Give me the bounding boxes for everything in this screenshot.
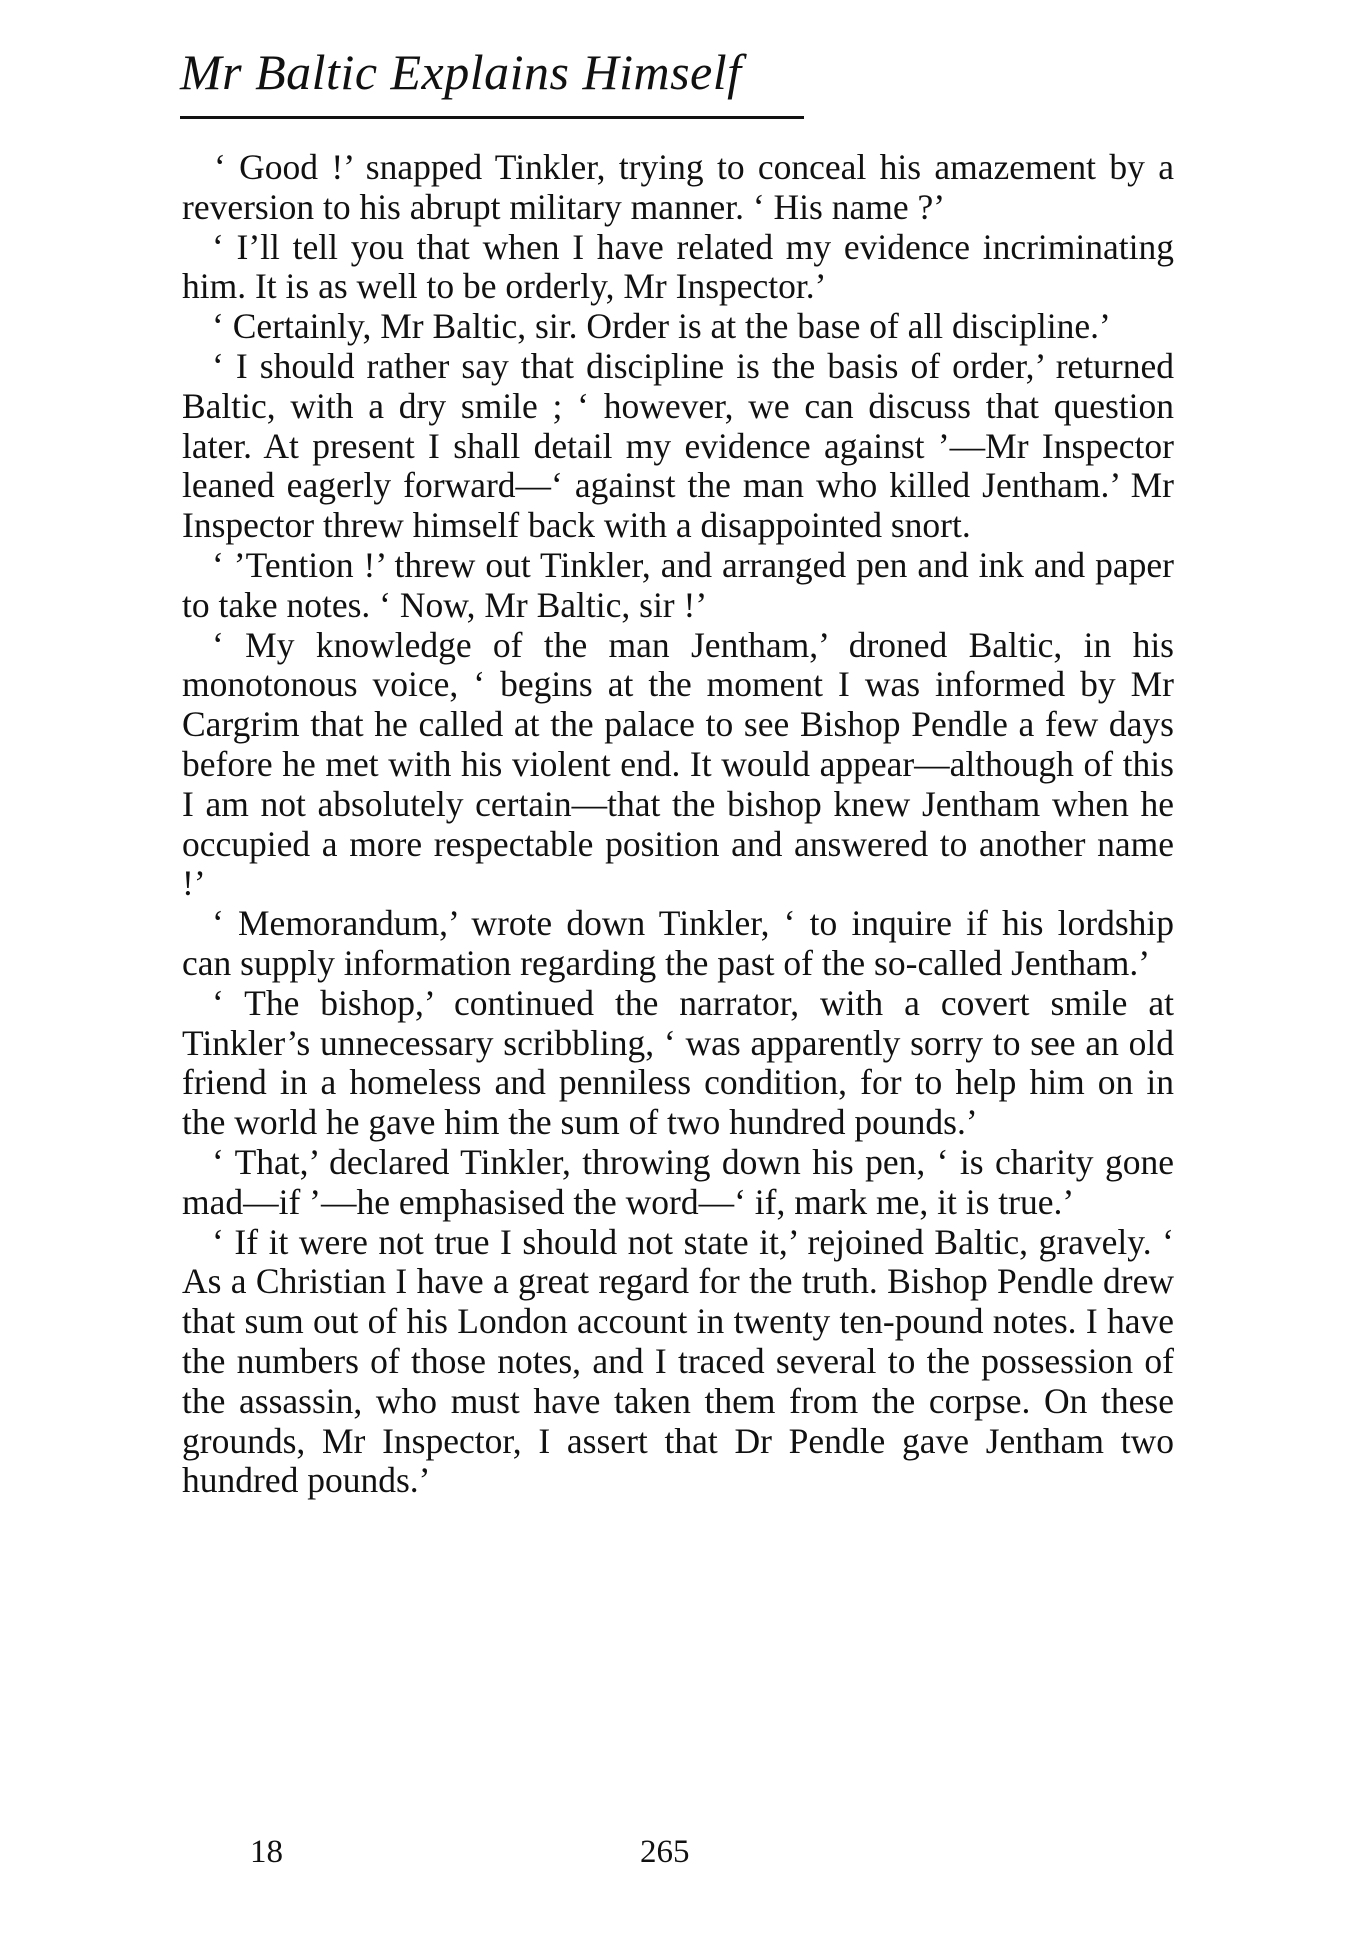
paragraph: ‘ Memorandum,’ wrote down Tinkler, ‘ to inquire if his lordship can supply information regarding the past of the so-called Jentham.’ xyxy=(182,903,1174,983)
page-number: 265 xyxy=(640,1834,690,1870)
paragraph: ‘ Good !’ snapped Tinkler, trying to conceal his amazement by a reversion to his abrupt military manner. ‘ His name ?’ xyxy=(182,147,1174,227)
head-rule xyxy=(180,116,804,119)
paragraph: ‘ I’ll tell you that when I have related my evidence incriminating him. It is as well to be orderly, Mr Inspector.’ xyxy=(182,226,1174,307)
paragraph: ‘ ’Tention !’ threw out Tinkler, and arranged pen and ink and paper to take notes. ‘ Now, Mr Baltic, sir !’ xyxy=(182,544,1174,625)
paragraph: ‘ That,’ declared Tinkler, throwing down his pen, ‘ is charity gone mad—if ’—he emphasised the word—‘ if, mark me, it is true.’ xyxy=(182,1141,1174,1222)
body-text xyxy=(182,148,1174,1501)
paragraph: ‘ Certainly, Mr Baltic, sir. Order is at the base of all discipline.’ xyxy=(212,306,1111,347)
paragraph: ‘ The bishop,’ continued the narrator, with a covert smile at Tinkler’s unnecessary scribbling, ‘ was apparently sorry to see an old friend in a homeless and penniless condition, for to help him on in the world he gave him the sum of two hundred pounds.’ xyxy=(182,982,1174,1143)
paragraph: ‘ I should rather say that discipline is the basis of order,’ returned Baltic, with a dry smile ; ‘ however, we can discuss that question later. At present I shall detail my evidence against ’—Mr Inspector leaned eagerly forward—‘ against the man who killed Jentham.’ Mr Inspector threw himself back with a disappointed snort. xyxy=(182,345,1174,546)
signature-mark: 18 xyxy=(250,1834,283,1870)
running-head: Mr Baltic Explains Himself xyxy=(180,44,742,100)
paragraph: ‘ My knowledge of the man Jentham,’ droned Baltic, in his monotonous voice, ‘ begins at the moment I was informed by Mr Cargrim that he called at the palace to see Bishop Pendle a few days before he met with his violent end. It would appear—although of this I am not absolutely certain—that the bishop knew Jentham when he occupied a more respectable position and answered to another name !’ xyxy=(182,624,1174,904)
paragraph: ‘ If it were not true I should not state it,’ rejoined Baltic, gravely. ‘ As a Christian I have a great regard for the truth. Bishop Pendle drew that sum out of his London account in twenty ten-pound notes. I have the numbers of those notes, and I traced several to the possession of the assassin, who must have taken them from the corpse. On these grounds, Mr Inspector, I assert that Dr Pendle gave Jentham two hundred pounds.’ xyxy=(182,1221,1174,1501)
